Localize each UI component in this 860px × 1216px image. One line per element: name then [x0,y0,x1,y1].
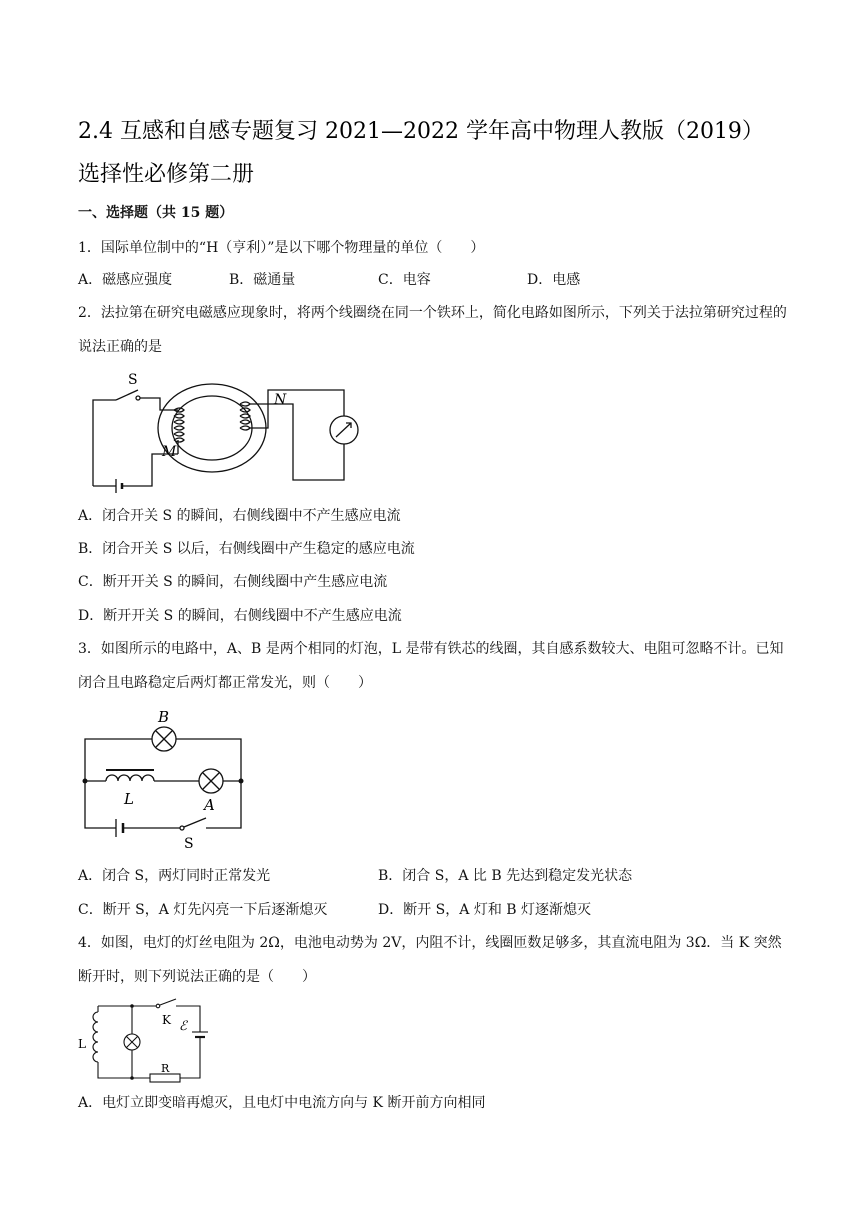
question-2-stem: 2．法拉第在研究电磁感应现象时，将两个线圈绕在同一个铁环上，简化电路如图所示，下列关于法拉第研究过程的说法正确的是 [78,305,787,355]
question-1-option-d: D．电感 [527,272,581,288]
q3-coil-l-label: L [124,790,134,808]
q4-coil-l-label: L [78,1037,86,1051]
question-2-option-a: A．闭合开关 S 的瞬间，右侧线圈中不产生感应电流 [78,508,401,524]
question-3-figure [80,706,250,850]
q3-lamp-b-label: B [158,708,170,726]
q4-junction-dot [130,1004,134,1008]
question-4-option-a: A．电灯立即变暗再熄灭，且电灯中电流方向与 K 断开前方向相同 [78,1095,486,1111]
document-title: 2.4 互感和自感专题复习 2021—2022 学年高中物理人教版（2019）选择性必修第二册 [78,119,764,187]
question-3-stem: 3．如图所示的电路中，A、B 是两个相同的灯泡，L 是带有铁芯的线圈，其自感系数较大、电阻可忽略不计。已知闭合且电路稳定后两灯都正常发光，则（ ） [78,641,784,691]
question-3-option-a: A．闭合 S，两灯同时正常发光 [78,868,271,884]
q4-emf-label: ℰ [179,1019,187,1034]
q4-resistor-r-label: R [161,1062,170,1075]
question-4-figure [78,998,218,1086]
question-3-option-b: B．闭合 S，A 比 B 先达到稳定发光状态 [378,868,633,884]
question-1-option-b: B．磁通量 [229,272,296,288]
q4-junction-dot [130,1076,134,1080]
q2-switch-label: S [128,372,138,388]
q3-junction-dot [239,779,244,784]
question-3-option-d: D．断开 S，A 灯和 B 灯逐渐熄灭 [378,902,592,918]
question-2-option-c: C．断开开关 S 的瞬间，右侧线圈中产生感应电流 [78,574,388,590]
q3-junction-dot [83,779,88,784]
q2-coil-m-label: M [162,444,177,460]
question-2-figure [88,364,363,496]
question-1-option-c: C．电容 [378,272,431,288]
q3-lamp-a-label: A [204,796,215,814]
section-heading: 一、选择题（共 15 题） [78,205,234,221]
question-1-option-a: A．磁感应强度 [78,272,173,288]
q3-switch-label: S [184,836,194,852]
question-2-option-d: D．断开开关 S 的瞬间，右侧线圈中不产生感应电流 [78,608,402,624]
q2-coil-n-label: N [274,392,287,408]
question-1-stem: 1．国际单位制中的“H（亨利）”是以下哪个物理量的单位（ ） [78,240,485,256]
question-3-option-c: C．断开 S，A 灯先闪亮一下后逐渐熄灭 [78,902,328,918]
question-4-stem: 4．如图，电灯的灯丝电阻为 2Ω，电池电动势为 2V，内阻不计，线圈匝数足够多，其直流电阻为 3Ω．当 K 突然断开时，则下列说法正确的是（ ） [78,935,782,985]
question-2-option-b: B．闭合开关 S 以后，右侧线圈中产生稳定的感应电流 [78,541,415,557]
q4-switch-k-label: K [162,1013,171,1027]
